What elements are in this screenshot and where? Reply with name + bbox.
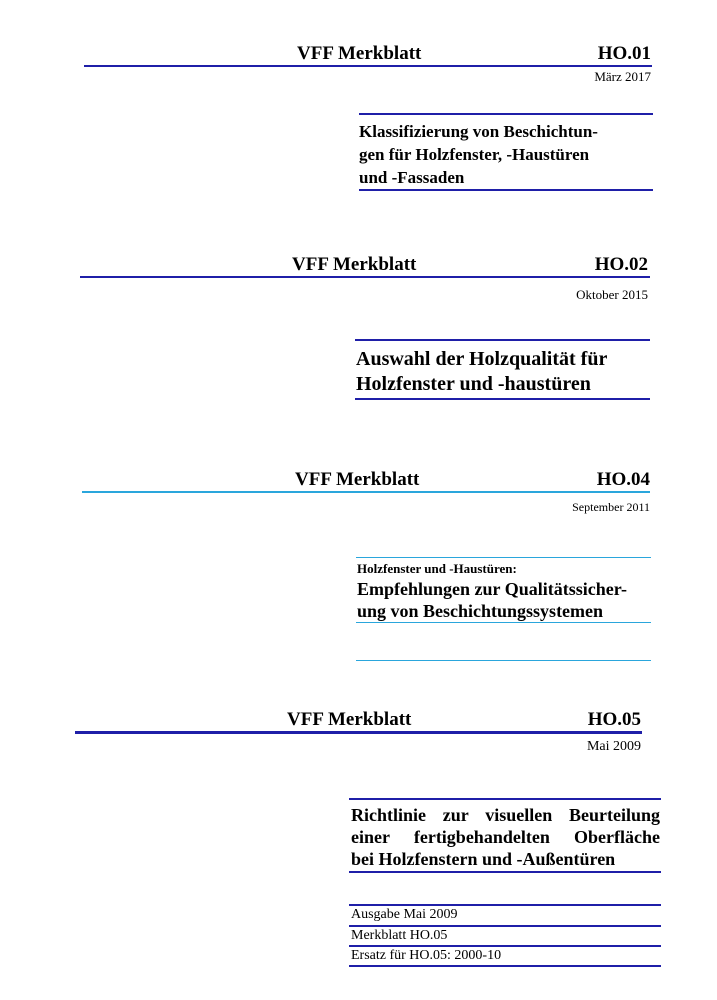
- title-top-rule: [349, 798, 661, 800]
- sheet-date: März 2017: [594, 69, 651, 84]
- sheet-date: Mai 2009: [586, 739, 641, 754]
- sheet-title-line: Klassifizierung von Beschichtun-: [359, 122, 598, 141]
- sheet-title-line: Richtlinie zur visuellen Beurteilung: [351, 805, 660, 825]
- meta-rule: [349, 925, 661, 927]
- sheet-header-title: VFF Merkblatt: [297, 43, 422, 64]
- meta-rule: [349, 904, 661, 906]
- header-rule: [80, 276, 650, 278]
- sheet-title-line: ung von Beschichtungssystemen: [357, 601, 604, 621]
- sheet-code: HO.05: [587, 709, 641, 730]
- header-rule: [84, 65, 652, 67]
- title-top-rule: [356, 557, 651, 558]
- sheet-subtitle: Holzfenster und -Haustüren:: [357, 561, 517, 576]
- header-rule: [82, 491, 650, 493]
- sheet-title-line: bei Holzfenstern und -Außentüren: [351, 849, 616, 869]
- meta-rule: [349, 965, 661, 967]
- sheet-code: HO.02: [594, 254, 648, 275]
- sheet-title-line: Empfehlungen zur Qualitätssicher-: [357, 579, 628, 599]
- sheet-date: Oktober 2015: [576, 287, 648, 302]
- title-top-rule: [355, 339, 650, 341]
- sheet-title-line: gen für Holzfenster, -Haustüren: [359, 145, 590, 164]
- sheet-code: HO.04: [596, 469, 650, 490]
- sheet-code: HO.01: [597, 43, 651, 64]
- title-bottom-rule: [359, 189, 653, 191]
- title-top-rule: [359, 113, 653, 115]
- meta-rule: [349, 945, 661, 947]
- sheet-header-title: VFF Merkblatt: [295, 469, 420, 490]
- sheet-date: September 2011: [572, 500, 650, 514]
- meta-edition: Ausgabe Mai 2009: [351, 907, 458, 922]
- title-bottom-rule: [349, 871, 661, 873]
- meta-sheet-number: Merkblatt HO.05: [351, 928, 448, 943]
- sheet-title-line: Auswahl der Holzqualität für: [356, 348, 608, 370]
- header-rule: [75, 731, 642, 734]
- sheet-title-line: einer fertigbehandelten Oberfläche: [351, 827, 660, 847]
- sheet-title-line: und -Fassaden: [359, 168, 465, 187]
- sheet-header-title: VFF Merkblatt: [287, 709, 412, 730]
- title-bottom-rule: [355, 398, 650, 400]
- title-bottom-rule: [356, 622, 651, 623]
- meta-replaces: Ersatz für HO.05: 2000-10: [351, 948, 502, 963]
- spacer-rule: [356, 660, 651, 661]
- sheet-title-line: Holzfenster und -haustüren: [356, 373, 591, 395]
- sheet-header-title: VFF Merkblatt: [292, 254, 417, 275]
